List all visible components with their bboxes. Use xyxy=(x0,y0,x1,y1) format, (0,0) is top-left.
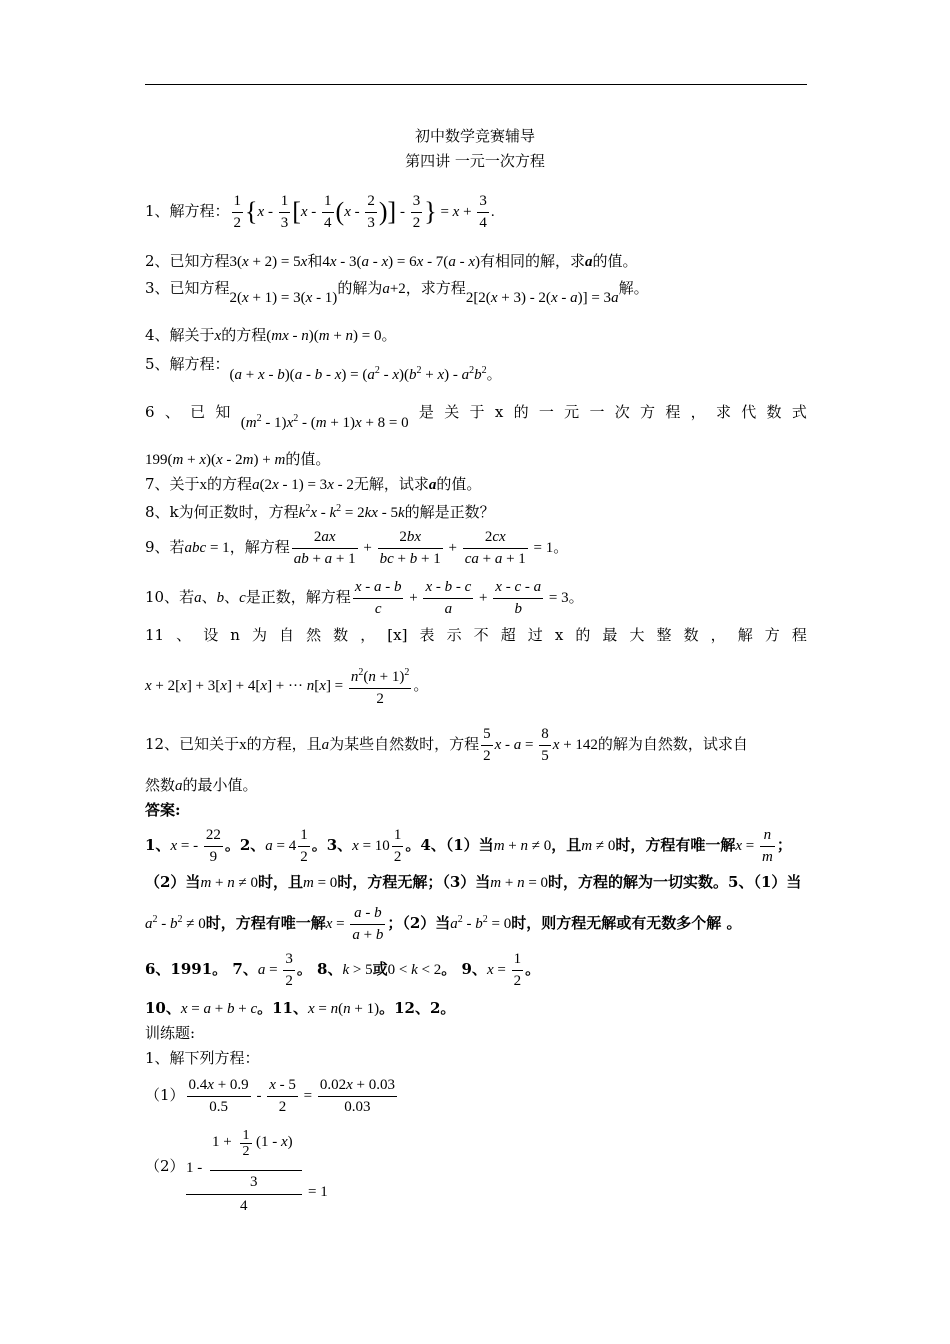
answer-line-5: 10、x = a + b + c。11、x = n(n + 1)。12、2。 xyxy=(145,999,456,1017)
answer-line-1: 1、x = - $\frac{22}{9}$ 。2、a = 4 $\frac{1}{2}$ 。3、x = 10 $\frac{1}{2}$ 。4、（1）当m + n ≠ 0，且m ≠ 0时，方程有唯一解x = $\frac{n}{m}$ ； xyxy=(145,822,792,869)
exercise-1-part-2-equation: 1 + 1 2 (1 - x) 1 - 3 4 = 1 xyxy=(186,1128,328,1214)
problem-3: 3、已知方程2(x + 1) = 3(x - 1)的解为a+2，求方程2[2(x + 3) - 2(x - a)] = 3a解。 xyxy=(145,279,649,306)
answer-line-2: （2）当m + n ≠ 0时，且m = 0时，方程无解；（3）当m + n = 0时，方程的解为一切实数。5、（1）当 xyxy=(145,873,802,891)
exercise-1-part-2-label: （2） xyxy=(145,1157,185,1175)
answers-heading: 答案: xyxy=(145,801,181,819)
problem-1: 1、解方程： $\frac{1}{2}$ {x - $\frac{1}{3}$ [x - $\frac{1}{4}$ (x - $\frac{2}{3}$ )] - $\frac{3}{2}$ } = x + $\frac{3}{4}$ . xyxy=(145,188,495,235)
exercises-heading: 训练题: xyxy=(145,1024,196,1042)
problem-5: 5、解方程：$(a + x - b)(a - b - x) = (a^2 - x)(b^2 + x) - a^2b^2$。 xyxy=(145,355,502,383)
lecture-title: 第四讲 一元一次方程 xyxy=(405,152,545,170)
problem-12-line-1: 12、已知关于x的方程，且a为某些自然数时，方程 $\frac{5}{2}$ x - a = $\frac{8}{5}$ x + 142的解为自然数，试求自 xyxy=(145,721,748,768)
problem-11-line-2: x + 2[x] + 3[x] + 4[x] + ··· n[x] = $\frac{n^2(n + 1)^2}{2}$ 。 xyxy=(145,662,428,710)
problem-4: 4、解关于x的方程(mx - n)(m + n) = 0。 xyxy=(145,326,397,344)
problem-11-line-1: 11 、 设 n 为 自 然 数 ， [x] 表 示 不 超 过 x 的 最 大 整 数 ， 解 方 程 xyxy=(145,626,807,644)
header-rule xyxy=(145,84,807,85)
answer-line-4: 6、1991。 7、a = $\frac{3}{2}$ 。 8、k > 5或0 < k < 2。 9、x = $\frac{1}{2}$ 。 xyxy=(145,946,540,993)
problem-7: 7、关于x的方程a(2x - 1) = 3x - 2无解，试求a的值。 xyxy=(145,475,482,493)
problem-9: 9、若abc = 1，解方程 $\frac{2ax}{ab + a + 1}$ + $\frac{2bx}{bc + b + 1}$ + $\frac{2cx}{ca + a + 1}$ = 1。 xyxy=(145,524,568,571)
problem-8: 8、k为何正数时，方程$k^2x - k^2 = 2kx - 5k$的解是正数？ xyxy=(145,503,495,521)
problem-1-lead: 1、解方程： xyxy=(145,202,230,220)
problem-10: 10、若a、b、c是正数，解方程 $\frac{x - a - b}{c}$ + $\frac{x - b - c}{a}$ + $\frac{x - c - a}{b}$ = 3。 xyxy=(145,574,584,621)
doc-title: 初中数学竞赛辅导 xyxy=(414,127,535,145)
exercise-1-part-1: （1） $\frac{0.4x + 0.9}{0.5}$ - $\frac{x - 5}{2}$ = $\frac{0.02x + 0.03}{0.03}$ xyxy=(145,1072,399,1119)
problem-6-line-2: 199(m + x)(x - 2m) + m的值。 xyxy=(145,450,331,468)
exercise-1-title: 1、解下列方程： xyxy=(145,1049,260,1067)
problem-12-line-2: 然数a的最小值。 xyxy=(145,776,258,794)
answer-line-3: $a^2 - b^2 \ne 0$时，方程有唯一解x = $\frac{a - b}{a + b}$ ；（2）当$a^2 - b^2 = 0$时，则方程无解或有无数多个解 。 xyxy=(145,897,742,947)
problem-2: 2、已知方程3(x + 2) = 5x和4x - 3(a - x) = 6x - 7(a - x)有相同的解，求a的值。 xyxy=(145,252,638,270)
problem-6-line-1: 6 、 已 知 $(m^2 - 1)x^2 - (m + 1)x + 8 = 0$ 是 关 于 x 的 一 元 一 次 方 程 ， 求 代 数 式 xyxy=(145,403,807,431)
